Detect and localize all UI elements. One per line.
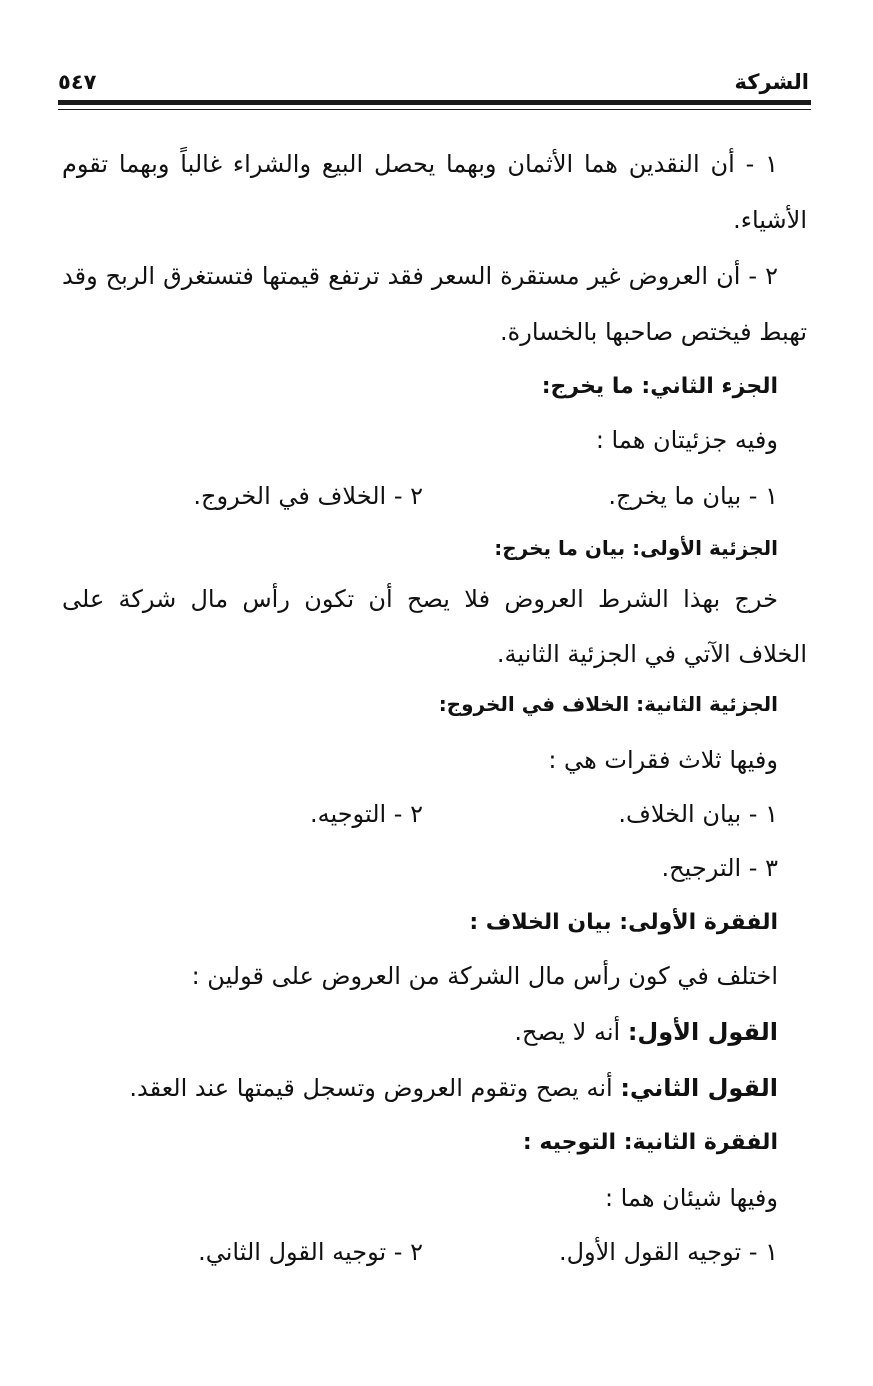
list-row <box>138 482 778 514</box>
opinion-line <box>514 1018 778 1047</box>
list-item: ١ - توجيه القول الأول. <box>558 1238 778 1266</box>
section-heading: الفقرة الثانية: التوجيه : <box>522 1130 778 1155</box>
list-item: ٢ - التوجيه. <box>309 800 423 828</box>
text-line: ٢ - أن العروض غير مستقرة السعر فقد ترتفع قيمتها فتستغرق الربح وقد <box>62 262 778 290</box>
list-item: ٢ - الخلاف في الخروج. <box>193 482 423 510</box>
list-item: ٢ - توجيه القول الثاني. <box>198 1238 423 1266</box>
text-line: اختلف في كون رأس مال الشركة من العروض على قولين : <box>191 962 778 990</box>
text-line: وفيها ثلاث فقرات هي : <box>548 746 778 774</box>
text-line: تهبط فيختص صاحبها بالخسارة. <box>500 318 807 346</box>
list-item: ٣ - الترجيح. <box>661 854 778 882</box>
text-line: ١ - أن النقدين هما الأثمان وبهما يحصل البيع والشراء غالباً وبهما تقوم <box>62 150 778 178</box>
text-line: وفيه جزئيتان هما : <box>595 426 778 454</box>
list-row <box>138 800 778 832</box>
opinion-label: القول الأول: <box>627 1018 778 1046</box>
subsection-heading: الجزئية الثانية: الخلاف في الخروج: <box>438 692 778 716</box>
text-line: وفيها شيئان هما : <box>604 1184 778 1212</box>
opinion-text: أنه يصح وتقوم العروض وتسجل قيمتها عند العقد. <box>129 1074 613 1102</box>
running-title: الشركة <box>734 70 809 94</box>
header-rule-thick <box>58 100 811 105</box>
page-header <box>58 66 809 102</box>
section-heading: الفقرة الأولى: بيان الخلاف : <box>469 910 778 935</box>
opinion-label: القول الثاني: <box>620 1074 778 1102</box>
subsection-heading: الجزئية الأولى: بيان ما يخرج: <box>494 536 778 560</box>
opinion-line <box>129 1074 778 1103</box>
list-item: ١ - بيان ما يخرج. <box>608 482 778 510</box>
section-heading: الجزء الثاني: ما يخرج: <box>541 374 778 399</box>
opinion-text: أنه لا يصح. <box>514 1018 621 1046</box>
header-rule-thin <box>58 109 811 110</box>
list-row <box>138 1238 778 1270</box>
text-line: الخلاف الآتي في الجزئية الثانية. <box>496 640 807 668</box>
text-line: الأشياء. <box>733 206 807 234</box>
list-item: ١ - بيان الخلاف. <box>618 800 778 828</box>
text-line: خرج بهذا الشرط العروض فلا يصح أن تكون رأس مال شركة على <box>62 585 778 613</box>
page-number: ٥٤٧ <box>58 70 97 94</box>
